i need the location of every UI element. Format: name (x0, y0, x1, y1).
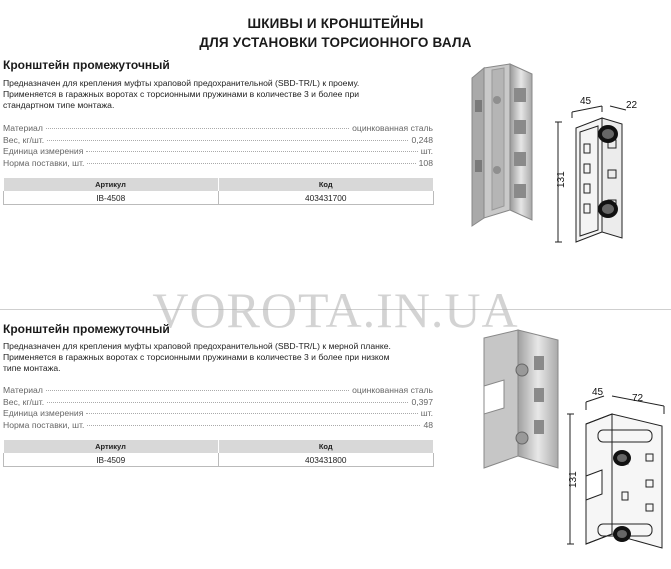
spec-row-material (3, 123, 433, 135)
dimension-depth-label: 22 (626, 100, 638, 111)
spec-label: Материал (3, 123, 43, 133)
dimension-depth-label: 72 (632, 393, 644, 404)
description-line: Применяется в гаражных воротах с торсионными пружинами в количестве 3 и более при (3, 89, 360, 99)
description-line: Предназначен для крепления муфты храповой предохранительной (SBD-TR/L) к проему. (3, 78, 360, 88)
spec-label: Единица измерения (3, 408, 84, 418)
description-line: стандартном типе монтажа. (3, 100, 115, 110)
dimension-width-label: 45 (580, 96, 592, 107)
article-cell: IB-4508 (4, 191, 219, 205)
spec-row-material (3, 385, 433, 397)
dot-leader (46, 128, 349, 129)
dimension-width-label: 45 (592, 387, 604, 398)
spec-value: шт. (420, 408, 433, 418)
spec-label: Норма поставки, шт. (3, 157, 85, 168)
dot-leader (46, 390, 349, 391)
spec-value: шт. (420, 146, 433, 156)
page-title-line-2: ДЛЯ УСТАНОВКИ ТОРСИОННОГО ВАЛА (199, 35, 472, 50)
dot-leader (86, 151, 417, 152)
table-row (4, 453, 434, 467)
spec-label: Вес, кг/шт. (3, 134, 45, 145)
spec-value: оцинкованная сталь (352, 385, 433, 395)
spec-row-supply (3, 158, 433, 170)
spec-row-weight (3, 135, 433, 147)
table-header-code: Код (218, 440, 434, 453)
code-cell: 403431700 (218, 191, 434, 205)
description-line: типе монтажа. (3, 363, 61, 373)
table-row (4, 191, 434, 205)
article-table (3, 440, 434, 467)
dot-leader (47, 402, 408, 403)
bracket-photo (466, 60, 548, 230)
table-header-article: Артикул (4, 178, 219, 191)
spec-label: Вес, кг/шт. (3, 396, 45, 407)
watermark: VOROTA.IN.UA (152, 282, 519, 338)
code-cell: 403431800 (218, 453, 434, 467)
table-header-article: Артикул (4, 440, 219, 453)
spec-row-unit (3, 146, 433, 158)
spec-value: оцинкованная сталь (352, 123, 433, 133)
spec-row-weight (3, 397, 433, 409)
description-line: Предназначен для крепления муфты храповой предохранительной (SBD-TR/L) к мерной планке. (3, 341, 391, 351)
spec-list (3, 385, 433, 431)
bracket-photo (478, 326, 570, 476)
spec-value: 0,248 (411, 134, 433, 145)
product-title: Кронштейн промежуточный (3, 58, 170, 72)
product-description (3, 341, 433, 374)
table-header-code: Код (218, 178, 434, 191)
dot-leader (87, 425, 420, 426)
section-divider (0, 309, 671, 310)
spec-value: 0,397 (411, 396, 433, 407)
description-line: Применяется в гаражных воротах с торсионными пружинами в количестве 3 и более при низком (3, 352, 390, 362)
article-cell: IB-4509 (4, 453, 219, 467)
spec-value: 48 (423, 419, 433, 430)
product-description (3, 78, 423, 111)
dot-leader (86, 413, 417, 414)
bracket-dimension-drawing (562, 384, 671, 560)
article-table (3, 178, 434, 205)
dot-leader (47, 140, 408, 141)
dimension-height-label: 131 (568, 471, 579, 488)
dot-leader (87, 163, 415, 164)
product-title: Кронштейн промежуточный (3, 322, 170, 336)
page-title-line-1: ШКИВЫ И КРОНШТЕЙНЫ (247, 16, 424, 31)
spec-list (3, 123, 433, 169)
spec-label: Единица измерения (3, 146, 84, 156)
spec-row-supply (3, 420, 433, 432)
dimension-height-label: 131 (556, 171, 567, 188)
spec-row-unit (3, 408, 433, 420)
spec-label: Норма поставки, шт. (3, 419, 85, 430)
page-title (0, 14, 671, 52)
spec-label: Материал (3, 385, 43, 395)
spec-value: 108 (418, 157, 433, 168)
bracket-dimension-drawing (550, 92, 670, 252)
